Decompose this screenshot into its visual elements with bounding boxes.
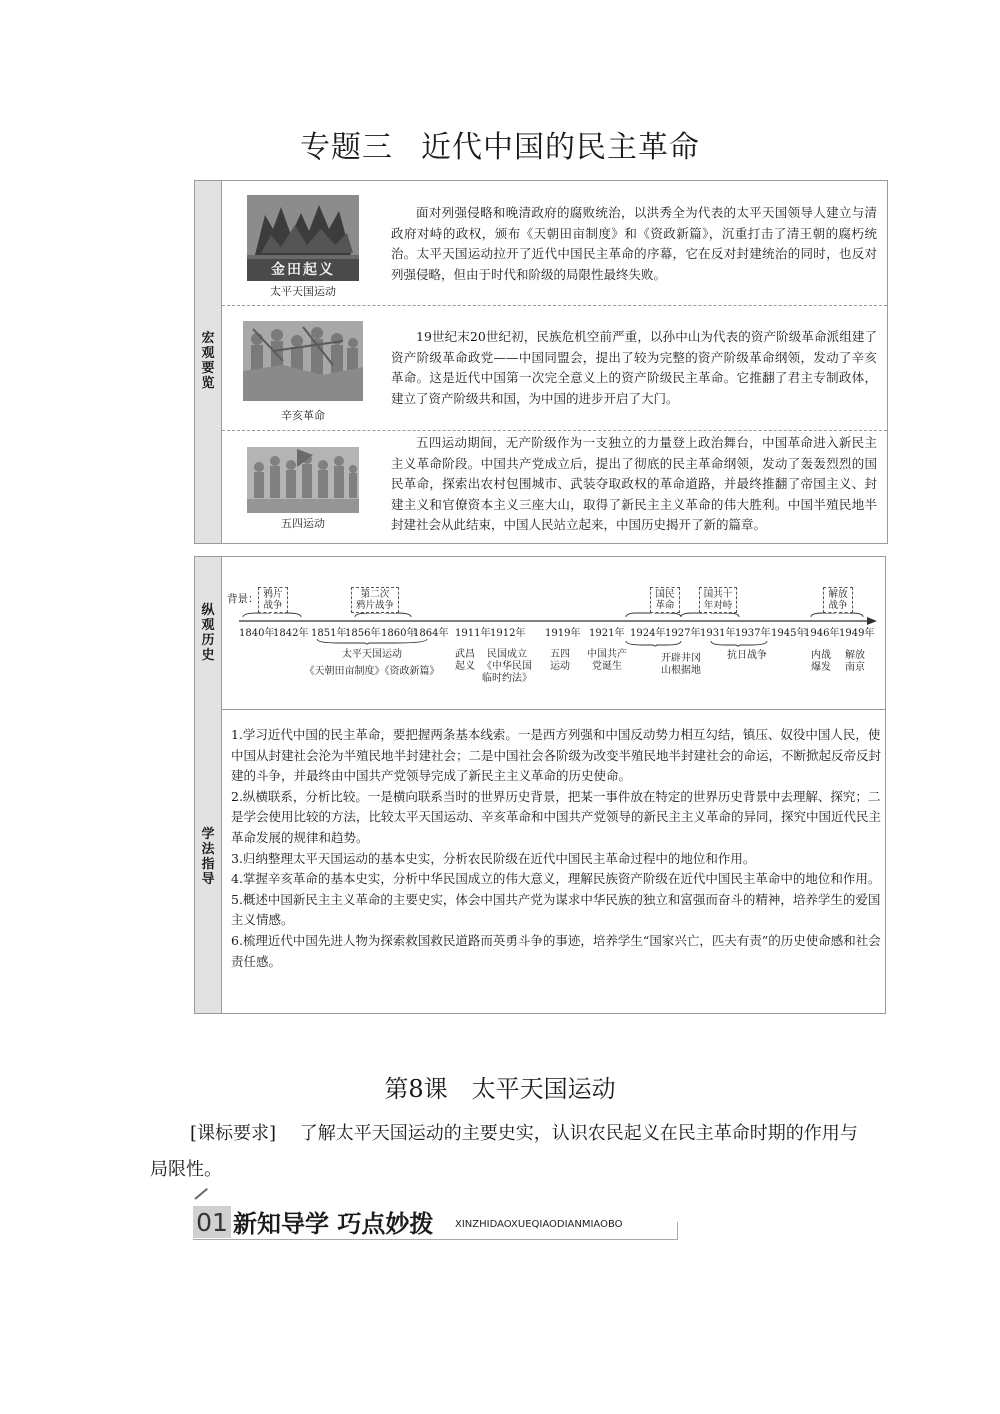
requirement-label: [课标要求]: [190, 1123, 277, 1144]
guidance-item: 3.归纳整理太平天国运动的基本史实，分析农民阶级在近代中国民主革命过程中的地位和作用。: [231, 850, 756, 866]
xinhai-text: 19世纪末20世纪初，民族危机空前严重，以孙中山为代表的资产阶级革命派组建了资产阶级革命政党——中国同盟会，提出了较为完整的资产阶级革命纲领，发动了辛亥革命。这是近代中国第一次完全意义上的资产阶级民主革命。它推翻了君主专制政体，建立了资产阶级共和国，为中国的进步开启了大门。: [391, 329, 877, 406]
guidance-list: [231, 725, 881, 972]
event-ten-year-confrontation: 国共十 年对峙: [699, 587, 737, 613]
event-liberation-war: 解放 战争: [823, 587, 853, 613]
guidance-item: 1.学习近代中国的民主革命，要把握两条基本线索。一是西方列强和中国反动势力相互勾结，镇压、奴役中国人民，使中国从封建社会沦为半殖民地半封建社会；二是中国社会各阶级为改变半殖民地半封建社会的命运，不断掀起反帝反封建的斗争，并最终由中国共产党领导完成了新民主主义革命的历史使命。: [231, 727, 882, 784]
timeline-divider: [222, 709, 885, 710]
event-national-revolution: 国民 革命: [650, 587, 680, 613]
lesson-name: 太平天国运动: [471, 1075, 616, 1103]
guidance-item: 6.梳理近代中国先进人物为探索救国救民道路而英勇斗争的事迹，培养学生“国家兴亡，匹夫有责”的历史使命感和社会责任感。: [231, 932, 881, 969]
year-label: 1924年: [630, 628, 666, 639]
year-label: 1927年: [665, 628, 701, 639]
year-label: 1919年: [545, 628, 581, 639]
event-may-fourth: 五四 运动: [550, 649, 570, 672]
banner-end-mark: [677, 1222, 678, 1240]
topic-number: 专题三: [300, 130, 393, 165]
xinhai-image: [243, 321, 363, 401]
year-label: 1912年: [490, 628, 526, 639]
section-banner: [193, 1200, 679, 1240]
event-wuchang-uprising: 武昌 起义: [455, 649, 475, 672]
banner-title: 新知导学 巧点妙拨: [233, 1209, 434, 1238]
year-label: 1860年: [381, 628, 417, 639]
topic-title: 近代中国的民主革命: [421, 130, 700, 165]
banner-underline: [193, 1239, 677, 1240]
year-label: 1911年: [455, 628, 491, 639]
taiping-image-text: 金田起义: [271, 262, 335, 278]
event-opium-war: 鸦片 战争: [258, 587, 288, 613]
overview-divider: [222, 430, 887, 431]
event-jinggangshan: 开辟井冈 山根据地: [661, 653, 701, 676]
year-label: 1840年: [239, 628, 275, 639]
year-label: 1949年: [839, 628, 875, 639]
guidance-section-label: 学 法 指 导: [201, 827, 215, 887]
timeline-background-label: 背景：: [227, 593, 259, 605]
event-civil-war: 内战 爆发: [811, 650, 831, 673]
guidance-item: 2.纵横联系，分析比较。一是横向联系当时的世界历史背景，把某一事件放在特定的世界历史背景中去理解、探究；二是学会使用比较的方法，比较太平天国运动、辛亥革命和中国共产党领导的新民主主义革命的异同，探究中国近代民主革命发展的规律和趋势。: [231, 788, 882, 845]
requirement-text: 了解太平天国运动的主要史实，认识农民起义在民主革命时期的作用与局限性。: [150, 1123, 858, 1180]
year-label: 1856年: [345, 628, 381, 639]
overview-section-label: 宏 观 要 览: [201, 331, 215, 391]
xinhai-caption: 辛亥革命: [281, 409, 325, 422]
lesson-title: [0, 1069, 1000, 1104]
lesson-number: 第8课: [384, 1075, 448, 1103]
wusi-image: [247, 447, 359, 513]
event-nanjing-liberated: 解放 南京: [845, 650, 865, 673]
curriculum-requirement: [150, 1116, 860, 1188]
banner-slash-decoration: [194, 1188, 208, 1200]
overview-sidebar: [195, 181, 222, 543]
year-label: 1946年: [804, 628, 840, 639]
event-cpc-founded: 中国共产 党诞生: [587, 649, 627, 672]
year-label: 1945年: [771, 628, 807, 639]
taiping-period-label: 太平天国运动: [342, 649, 402, 660]
timeline-section-label: 纵 观 历 史: [201, 603, 215, 663]
event-roc-founded: 民国成立 《中华民国 临时约法》: [482, 649, 532, 684]
banner-subtitle: XINZHIDAOXUEQIAODIANMIAOBO: [455, 1219, 623, 1230]
timeline-panel: [194, 556, 886, 1014]
year-label: 1921年: [589, 628, 625, 639]
event-anti-japanese-war: 抗日战争: [727, 650, 767, 661]
year-label: 1851年: [311, 628, 347, 639]
taiping-image: [247, 195, 359, 281]
page-title: [0, 122, 1000, 166]
year-label: 1864年: [413, 628, 449, 639]
overview-divider: [222, 305, 887, 306]
event-second-opium-war: 第二次 鸦片战争: [351, 587, 399, 613]
overview-panel: [194, 180, 888, 544]
year-label: 1931年: [700, 628, 736, 639]
guidance-item: 4.掌握辛亥革命的基本史实，分析中华民国成立的伟大意义，理解民族资产阶级在近代中国民主革命中的地位和作用。: [231, 871, 881, 887]
banner-number: 01: [193, 1206, 231, 1238]
taiping-text: 面对列强侵略和晚清政府的腐败统治，以洪秀全为代表的太平天国领导人建立与清政府对峙的政权，颁布《天朝田亩制度》和《资政新篇》，沉重打击了清王朝的腐朽统治。太平天国运动拉开了近代中国民主革命的序幕，它在反对封建统治的同时，也反对列强侵略，但由于时代和阶级的局限性最终失败。: [391, 205, 877, 282]
year-label: 1937年: [735, 628, 771, 639]
guidance-item: 5.概述中国新民主主义革命的主要史实，体会中国共产党为谋求中华民族的独立和富强而奋斗的精神，培养学生的爱国主义情感。: [231, 891, 881, 928]
wusi-text: 五四运动期间，无产阶级作为一支独立的力量登上政治舞台，中国革命进入新民主主义革命阶段。中国共产党成立后，提出了彻底的民主革命纲领，发动了轰轰烈烈的国民革命，探索出农村包围城市、武装夺取政权的革命道路，并最终推翻了帝国主义、封建主义和官僚资本主义三座大山，取得了新民主主义革命的伟大胜利。中国半殖民地半封建社会从此结束，中国人民站立起来，中国历史揭开了新的篇章。: [391, 435, 877, 532]
taiping-documents-label: 《天朝田亩制度》《资政新篇》: [304, 666, 440, 677]
year-label: 1842年: [273, 628, 309, 639]
taiping-caption: 太平天国运动: [270, 285, 336, 298]
wusi-caption: 五四运动: [281, 517, 325, 530]
